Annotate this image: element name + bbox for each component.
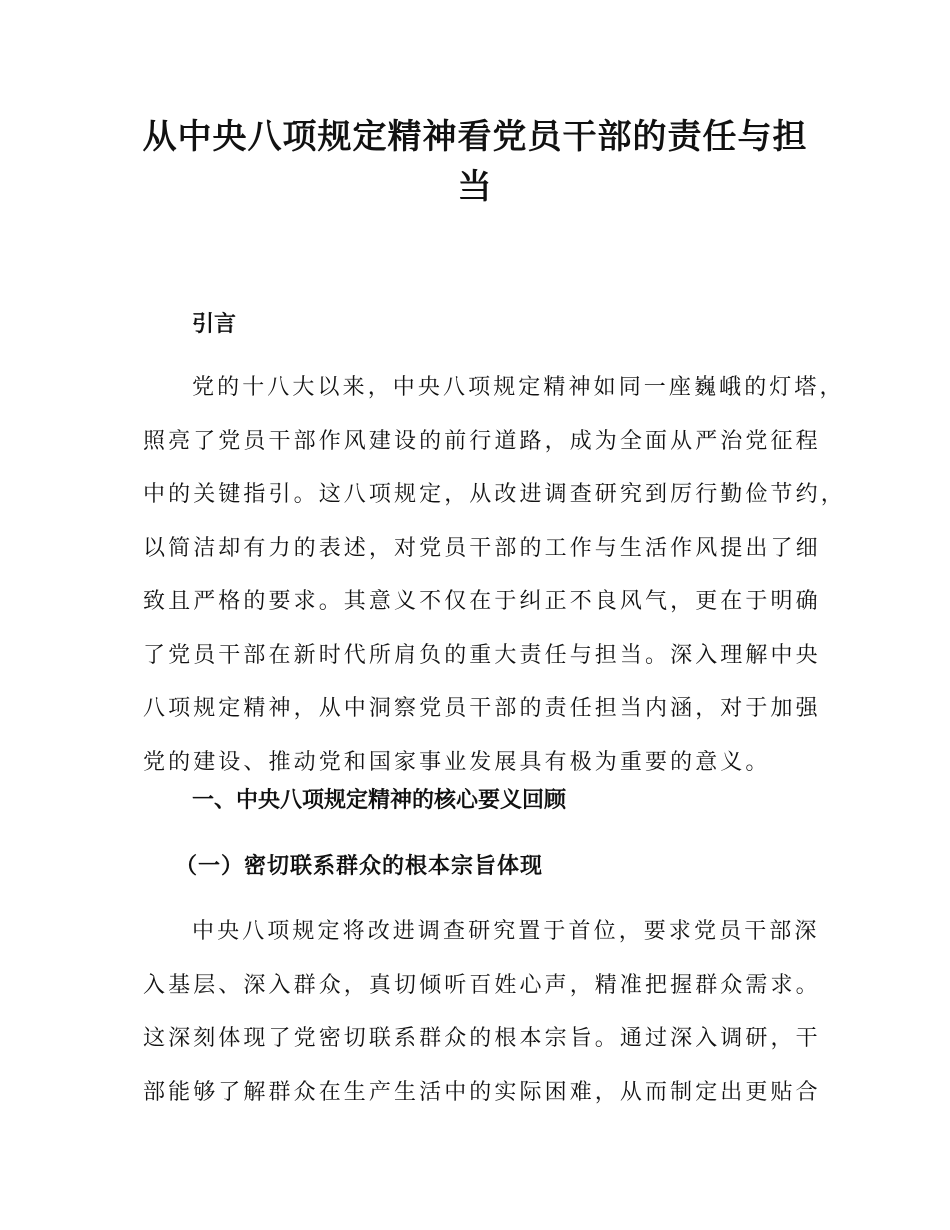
paragraph-line: 部能够了解群众在生产生活中的实际困难，从而制定出更贴合	[143, 1079, 821, 1105]
intro-paragraph	[143, 373, 846, 801]
paragraph-line: 中央八项规定将改进调查研究置于首位，要求党员干部深	[192, 919, 820, 944]
title-line: 当	[457, 167, 493, 207]
paragraph-line: 了党员干部在新时代所肩负的重大责任与担当。深入理解中央	[143, 642, 821, 668]
section-1-heading: 一、中央八项规定精神的核心要义回顾	[192, 788, 567, 813]
paragraph-line: 致且严格的要求。其意义不仅在于纠正不良风气，更在于明确	[143, 589, 821, 614]
paragraph-line: 八项规定精神，从中洞察党员干部的责任担当内涵，对于加强	[143, 696, 821, 721]
paragraph-line: 中的关键指引。这八项规定，从改进调查研究到厉行勤俭节约，	[143, 482, 846, 507]
title-line: 从中央八项规定精神看党员干部的责任与担	[142, 117, 808, 157]
section-1-paragraph	[143, 917, 823, 1131]
paragraph-line: 这深刻体现了党密切联系群众的根本宗旨。通过深入调研，干	[143, 1026, 821, 1051]
paragraph-line: 入基层、深入群众，真切倾听百姓心声，精准把握群众需求。	[143, 972, 821, 998]
paragraph-line: 党的十八大以来，中央八项规定精神如同一座巍峨的灯塔，	[192, 375, 845, 400]
intro-heading: 引言	[192, 312, 237, 337]
document-title	[110, 112, 840, 212]
paragraph-line: 以简洁却有力的表述，对党员干部的工作与生活作风提出了细	[143, 535, 821, 561]
paragraph-line: 党的建设、推动党和国家事业发展具有极为重要的意义。	[143, 749, 771, 775]
paragraph-line: 照亮了党员干部作风建设的前行道路，成为全面从严治党征程	[143, 428, 821, 454]
section-1-subheading: （一）密切联系群众的根本宗旨体现	[175, 853, 544, 879]
